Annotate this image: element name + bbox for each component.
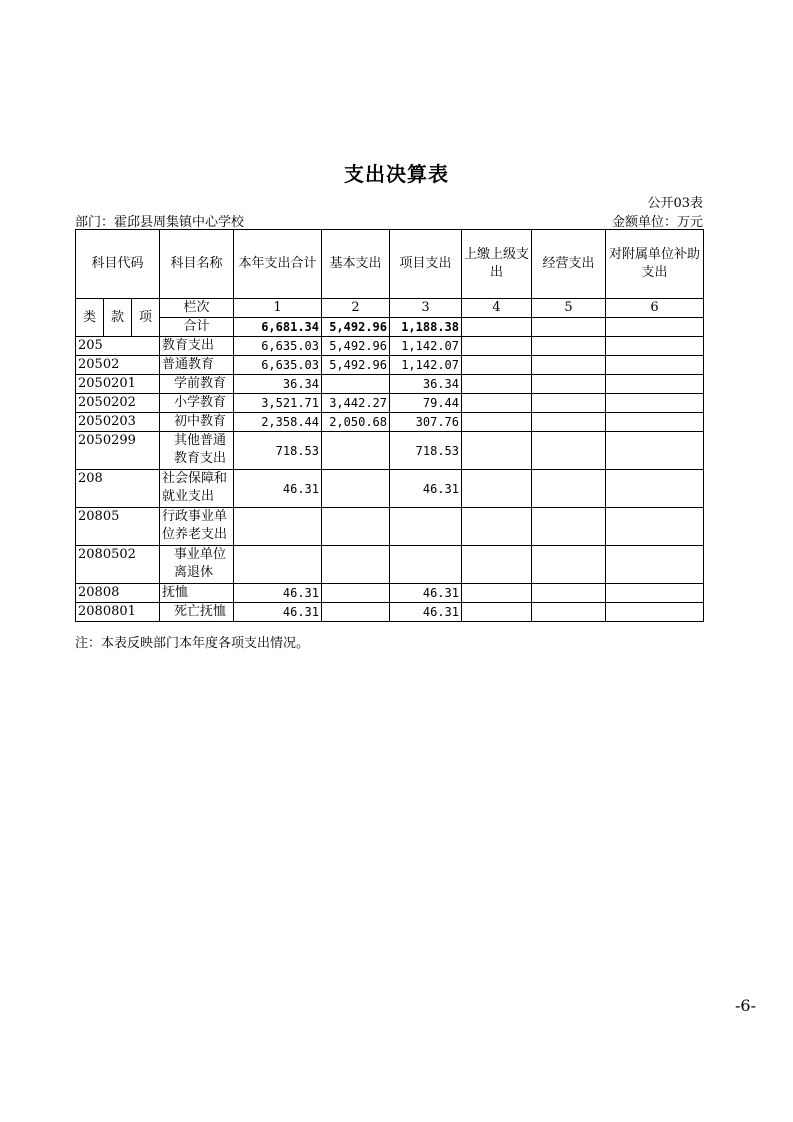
row-code: 2050203 bbox=[76, 413, 160, 432]
row-code: 20805 bbox=[76, 508, 160, 546]
row-subsidy bbox=[606, 470, 704, 508]
row-subsidy bbox=[606, 432, 704, 470]
header-code: 科目代码 bbox=[76, 230, 160, 299]
row-project: 46.31 bbox=[390, 470, 462, 508]
row-code: 20808 bbox=[76, 584, 160, 603]
sum-row bbox=[76, 318, 704, 337]
row-name: 事业单位离退休 bbox=[160, 546, 234, 584]
row-code: 205 bbox=[76, 337, 160, 356]
row-project bbox=[390, 546, 462, 584]
col-index-2: 2 bbox=[322, 299, 390, 318]
table-row bbox=[76, 508, 704, 546]
row-upper bbox=[462, 470, 532, 508]
row-subsidy bbox=[606, 375, 704, 394]
row-business bbox=[532, 394, 606, 413]
row-name: 抚恤 bbox=[160, 584, 234, 603]
row-basic bbox=[322, 603, 390, 622]
col-index-5: 5 bbox=[532, 299, 606, 318]
sum-subsidy bbox=[606, 318, 704, 337]
row-business bbox=[532, 508, 606, 546]
col-index-1: 1 bbox=[234, 299, 322, 318]
row-name: 行政事业单位养老支出 bbox=[160, 508, 234, 546]
row-name: 普通教育 bbox=[160, 356, 234, 375]
row-code: 2080801 bbox=[76, 603, 160, 622]
row-total: 2,358.44 bbox=[234, 413, 322, 432]
row-basic bbox=[322, 546, 390, 584]
row-business bbox=[532, 337, 606, 356]
col-index-4: 4 bbox=[462, 299, 532, 318]
row-name: 社会保障和就业支出 bbox=[160, 470, 234, 508]
col-index-6: 6 bbox=[606, 299, 704, 318]
row-basic: 5,492.96 bbox=[322, 337, 390, 356]
amount-unit-label: 金额单位：万元 bbox=[611, 215, 703, 230]
row-upper bbox=[462, 603, 532, 622]
row-subsidy bbox=[606, 356, 704, 375]
page-number: -6- bbox=[735, 996, 756, 1015]
row-upper bbox=[462, 413, 532, 432]
row-project: 36.34 bbox=[390, 375, 462, 394]
page-title: 支出决算表 bbox=[344, 162, 449, 186]
row-subsidy bbox=[606, 603, 704, 622]
table-row bbox=[76, 394, 704, 413]
row-total: 46.31 bbox=[234, 470, 322, 508]
table-row bbox=[76, 413, 704, 432]
row-subsidy bbox=[606, 546, 704, 584]
row-basic bbox=[322, 375, 390, 394]
row-basic bbox=[322, 470, 390, 508]
row-total bbox=[234, 546, 322, 584]
table-row bbox=[76, 432, 704, 470]
table-row bbox=[76, 470, 704, 508]
row-project: 307.76 bbox=[390, 413, 462, 432]
sum-total: 6,681.34 bbox=[234, 318, 322, 337]
row-business bbox=[532, 603, 606, 622]
row-subsidy bbox=[606, 337, 704, 356]
row-upper bbox=[462, 508, 532, 546]
row-upper bbox=[462, 394, 532, 413]
row-upper bbox=[462, 356, 532, 375]
row-total: 718.53 bbox=[234, 432, 322, 470]
row-upper bbox=[462, 432, 532, 470]
row-upper bbox=[462, 546, 532, 584]
row-project bbox=[390, 508, 462, 546]
sum-upper bbox=[462, 318, 532, 337]
row-name: 小学教育 bbox=[160, 394, 234, 413]
header-business: 经营支出 bbox=[532, 230, 606, 299]
row-total bbox=[234, 508, 322, 546]
row-business bbox=[532, 432, 606, 470]
col-index-3: 3 bbox=[390, 299, 462, 318]
header-upper: 上缴上级支出 bbox=[462, 230, 532, 299]
row-upper bbox=[462, 375, 532, 394]
table-row bbox=[76, 337, 704, 356]
table-row bbox=[76, 375, 704, 394]
row-business bbox=[532, 413, 606, 432]
row-name: 其他普通教育支出 bbox=[160, 432, 234, 470]
header-xiang: 项 bbox=[132, 299, 160, 337]
row-total: 46.31 bbox=[234, 584, 322, 603]
row-project: 46.31 bbox=[390, 584, 462, 603]
department-label: 部门：霍邱县周集镇中心学校 bbox=[75, 215, 245, 230]
row-name: 死亡抚恤 bbox=[160, 603, 234, 622]
header-total: 本年支出合计 bbox=[234, 230, 322, 299]
expenditure-table bbox=[75, 229, 704, 622]
row-name: 初中教育 bbox=[160, 413, 234, 432]
header-name: 科目名称 bbox=[160, 230, 234, 299]
row-upper bbox=[462, 337, 532, 356]
row-basic bbox=[322, 584, 390, 603]
row-total: 6,635.03 bbox=[234, 356, 322, 375]
row-code: 20502 bbox=[76, 356, 160, 375]
row-project: 46.31 bbox=[390, 603, 462, 622]
row-total: 36.34 bbox=[234, 375, 322, 394]
header-lanci: 栏次 bbox=[160, 299, 234, 318]
table-note: 注：本表反映部门本年度各项支出情况。 bbox=[75, 636, 310, 651]
row-project: 1,142.07 bbox=[390, 356, 462, 375]
row-project: 1,142.07 bbox=[390, 337, 462, 356]
row-upper bbox=[462, 584, 532, 603]
row-project: 718.53 bbox=[390, 432, 462, 470]
row-business bbox=[532, 470, 606, 508]
sum-project: 1,188.38 bbox=[390, 318, 462, 337]
row-total: 6,635.03 bbox=[234, 337, 322, 356]
header-subsidy: 对附属单位补助支出 bbox=[606, 230, 704, 299]
row-subsidy bbox=[606, 508, 704, 546]
row-subsidy bbox=[606, 413, 704, 432]
row-business bbox=[532, 546, 606, 584]
row-code: 2080502 bbox=[76, 546, 160, 584]
header-basic: 基本支出 bbox=[322, 230, 390, 299]
row-business bbox=[532, 356, 606, 375]
table-row bbox=[76, 356, 704, 375]
row-basic bbox=[322, 432, 390, 470]
row-business bbox=[532, 375, 606, 394]
table-row bbox=[76, 546, 704, 584]
row-name: 教育支出 bbox=[160, 337, 234, 356]
row-basic bbox=[322, 508, 390, 546]
row-total: 3,521.71 bbox=[234, 394, 322, 413]
row-basic: 5,492.96 bbox=[322, 356, 390, 375]
table-row bbox=[76, 603, 704, 622]
header-lei: 类 bbox=[76, 299, 104, 337]
header-row bbox=[76, 230, 704, 299]
table-row bbox=[76, 584, 704, 603]
sum-business bbox=[532, 318, 606, 337]
header-project: 项目支出 bbox=[390, 230, 462, 299]
row-basic: 2,050.68 bbox=[322, 413, 390, 432]
header-kuan: 款 bbox=[104, 299, 132, 337]
row-name: 学前教育 bbox=[160, 375, 234, 394]
row-total: 46.31 bbox=[234, 603, 322, 622]
form-number: 公开03表 bbox=[647, 196, 703, 211]
sum-basic: 5,492.96 bbox=[322, 318, 390, 337]
sum-label: 合计 bbox=[160, 318, 234, 337]
column-index-row bbox=[76, 299, 704, 318]
row-code: 208 bbox=[76, 470, 160, 508]
row-subsidy bbox=[606, 584, 704, 603]
row-code: 2050299 bbox=[76, 432, 160, 470]
row-subsidy bbox=[606, 394, 704, 413]
row-project: 79.44 bbox=[390, 394, 462, 413]
row-business bbox=[532, 584, 606, 603]
row-basic: 3,442.27 bbox=[322, 394, 390, 413]
row-code: 2050202 bbox=[76, 394, 160, 413]
row-code: 2050201 bbox=[76, 375, 160, 394]
